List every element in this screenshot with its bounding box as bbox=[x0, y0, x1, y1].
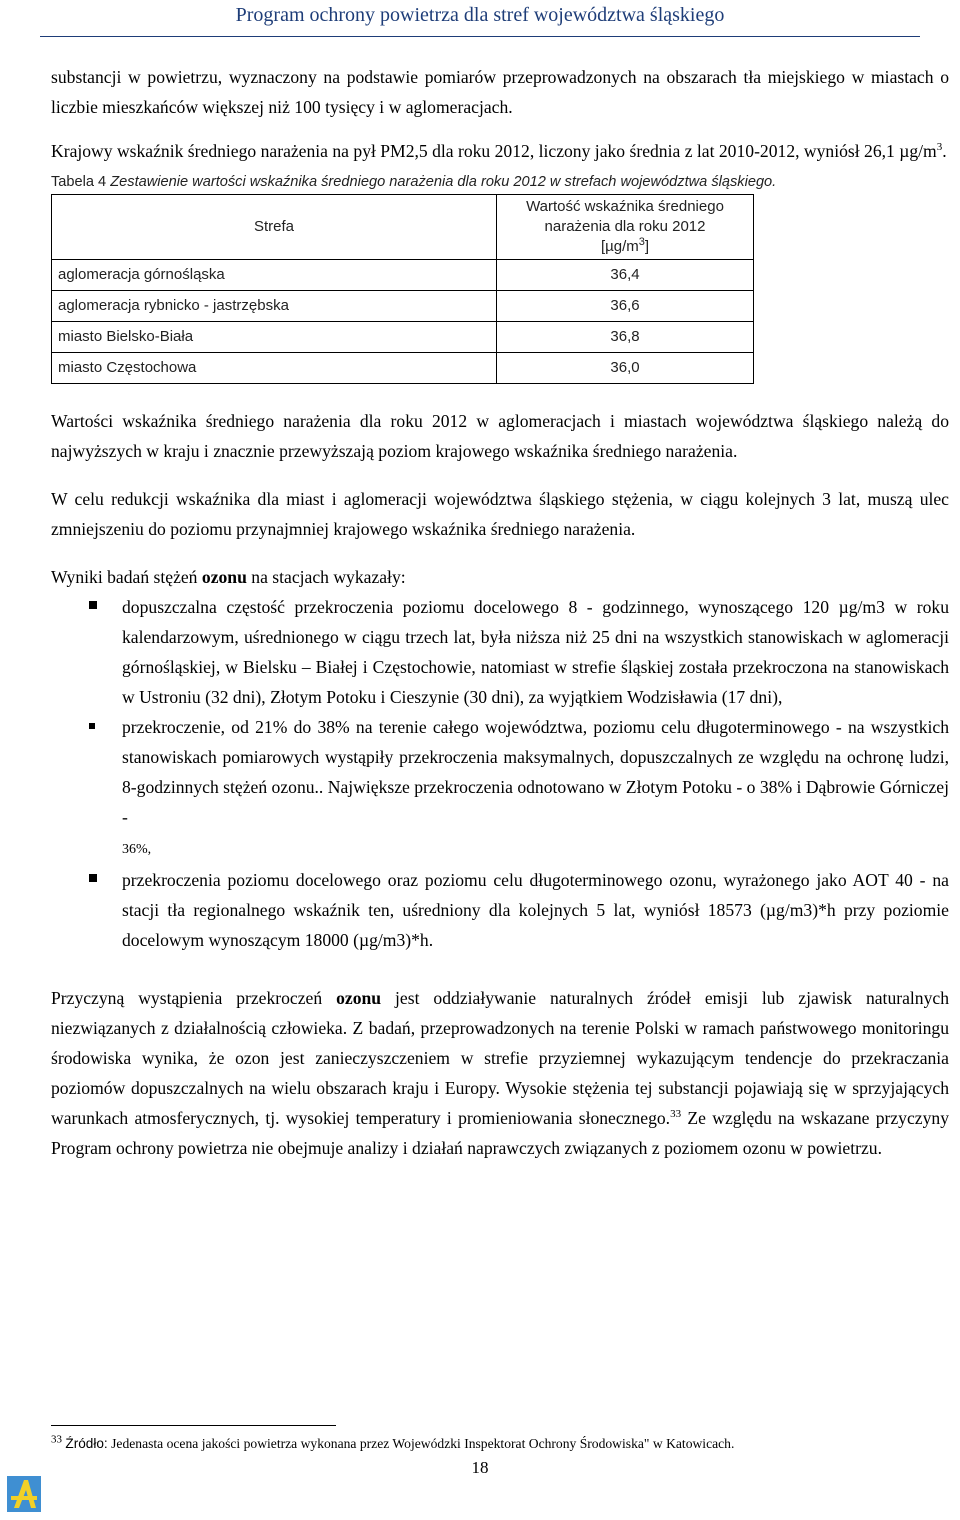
exposure-table bbox=[51, 194, 754, 384]
col-header-value-sup: 3 bbox=[638, 236, 645, 248]
paragraph-2-sup: 3 bbox=[936, 141, 943, 154]
zone-cell: aglomeracja rybnicko - jastrzębska bbox=[52, 291, 497, 322]
table-row bbox=[52, 353, 754, 384]
col-header-value-line1: Wartość wskaźnika średniego narażenia dla roku 2012 bbox=[526, 198, 724, 235]
zone-cell: miasto Bielsko-Biała bbox=[52, 322, 497, 353]
footnote-separator bbox=[51, 1425, 336, 1426]
paragraph-5-t1: Przyczyną wystąpienia przekroczeń bbox=[51, 988, 337, 1008]
atmoterm-logo-icon bbox=[6, 1474, 42, 1514]
paragraph-5-t2: jest oddziaływanie naturalnych źródeł emisji lub zjawisk naturalnych niezwiązanych z działalnością człowieka. Z badań, przeprowadzonych na terenie Polski w ramach państwowego monitoringu środowiska wynika, że ozon jest zanieczyszczeniem w strefie przyziemnej wykazującym tendencje do przekraczania poziomów dopuszczalnych na wielu obszarach kraju i Europy. Wysokie stężenia tej substancji pojawiają się w sprzyjających warunkach atmosferycznych, tj. wysokiej temperatury i promieniowania słonecznego. bbox=[51, 988, 949, 1128]
paragraph-5-bold: ozonu bbox=[336, 988, 382, 1008]
paragraph-5-t3: Ze względu na wskazane przyczyny Program ochrony powietrza nie obejmuje analizy i działań naprawczych związanych z poziomem ozonu w powietrzu. bbox=[51, 1108, 949, 1158]
col-header-value bbox=[497, 195, 754, 260]
list-item bbox=[51, 592, 949, 712]
square-bullet-icon bbox=[89, 601, 97, 609]
table-caption-label: Tabela 4 bbox=[51, 174, 107, 190]
table-caption-text: Zestawienie wartości wskaźnika średniego narażenia dla roku 2012 w strefach województwa śląskiego. bbox=[110, 174, 777, 190]
ozone-intro-after: na stacjach wykazały: bbox=[246, 567, 406, 587]
footnote-source-label: Źródło: bbox=[65, 1436, 108, 1451]
paragraph-2-end: . bbox=[942, 141, 947, 161]
value-cell: 36,4 bbox=[497, 260, 754, 291]
value-cell: 36,6 bbox=[497, 291, 754, 322]
paragraph-4: W celu redukcji wskaźnika dla miast i aglomeracji województwa śląskiego stężenia, w ciągu kolejnych 3 lat, muszą ulec zmniejszeniu do poziomu przynajmniej krajowego wskaźnika średniego narażenia. bbox=[51, 489, 949, 539]
zone-cell: aglomeracja górnośląska bbox=[52, 260, 497, 291]
col-header-zone: Strefa bbox=[52, 195, 497, 260]
header-rule bbox=[40, 36, 920, 37]
table-caption bbox=[51, 172, 949, 192]
running-header: Program ochrony powietrza dla stref województwa śląskiego bbox=[235, 4, 725, 26]
page-content bbox=[51, 62, 949, 1163]
paragraph-3: Wartości wskaźnika średniego narażenia dla roku 2012 w aglomeracjach i miastach województwa śląskiego należą do najwyższych w kraju i znacznie przewyższają poziom krajowego wskaźnika średniego narażenia. bbox=[51, 411, 949, 461]
list-item-text: przekroczenie, od 21% do 38% na terenie całego województwa, poziomu celu długoterminowego - na wszystkich stanowiskach pomiarowych wystąpiły przekroczenia maksymalnych, dopuszczalnych ze względu na ochronę ludzi, 8-godzinnych stężeń ozonu.. Największe przekroczenia odnotowano w Złotym Potoku - o 38% i Dąbrowie Górniczej - bbox=[122, 717, 949, 827]
col-header-value-unit: [µg/m bbox=[600, 238, 639, 255]
zone-cell: miasto Częstochowa bbox=[52, 353, 497, 384]
ozone-findings-list bbox=[51, 592, 949, 955]
list-item bbox=[51, 712, 949, 865]
table-row bbox=[52, 322, 754, 353]
paragraph-2 bbox=[51, 136, 949, 166]
paragraph-5 bbox=[51, 983, 949, 1163]
footnote bbox=[51, 1434, 951, 1454]
list-item-text: przekroczenia poziomu docelowego oraz poziomu celu długoterminowego ozonu, wyrażonego jako AOT 40 - na stacji tła regionalnego wskaźnik ten, uśredniony dla kolejnych 5 lat, wyniósł 18573 (µg/m3)*h przy poziomie docelowym wynoszącym 18000 (µg/m3)*h. bbox=[122, 870, 949, 950]
list-item bbox=[51, 865, 949, 955]
ozone-intro-bold: ozonu bbox=[201, 567, 247, 587]
list-item-tail: 36%, bbox=[122, 842, 152, 857]
list-item-text: dopuszczalna częstość przekroczenia poziomu docelowego 8 - godzinnego, wynoszącego 120 µg/m3 w roku kalendarzowym, uśrednionego w ciągu trzech lat, była niższa niż 25 dni na wszystkich stanowiskach w aglomeracji górnośląskiej, w Bielsku – Białej i Częstochowie, natomiast w strefie śląskiej została przekroczona na stanowiskach w Ustroniu (32 dni), Złotym Potoku i Cieszynie (30 dni), za wyjątkiem Wodzisławia (17 dni), bbox=[122, 597, 949, 707]
footnote-number: 33 bbox=[51, 1433, 62, 1446]
table-row bbox=[52, 260, 754, 291]
table-header-row bbox=[52, 195, 754, 260]
ozone-intro-before: Wyniki badań stężeń bbox=[51, 567, 202, 587]
paragraph-1: substancji w powietrzu, wyznaczony na podstawie pomiarów przeprowadzonych na obszarach tła miejskiego w miastach o liczbie mieszkańców większej niż 100 tysięcy i w aglomeracjach. bbox=[51, 67, 949, 117]
table-row bbox=[52, 291, 754, 322]
footnote-text: Jedenasta ocena jakości powietrza wykonana przez Wojewódzki Inspektorat Ochrony Środowiska" w Katowicach. bbox=[107, 1436, 735, 1451]
footnote-reference[interactable]: 33 bbox=[670, 1108, 682, 1121]
col-header-value-end: ] bbox=[644, 238, 650, 255]
square-bullet-icon bbox=[89, 874, 97, 882]
value-cell: 36,8 bbox=[497, 322, 754, 353]
ozone-intro bbox=[51, 562, 949, 592]
value-cell: 36,0 bbox=[497, 353, 754, 384]
paragraph-2-text: Krajowy wskaźnik średniego narażenia na pył PM2,5 dla roku 2012, liczony jako średnia z lat 2010-2012, wyniósł 26,1 µg/m bbox=[51, 141, 937, 161]
square-bullet-icon bbox=[89, 723, 95, 729]
page-number: 18 bbox=[471, 1458, 489, 1477]
